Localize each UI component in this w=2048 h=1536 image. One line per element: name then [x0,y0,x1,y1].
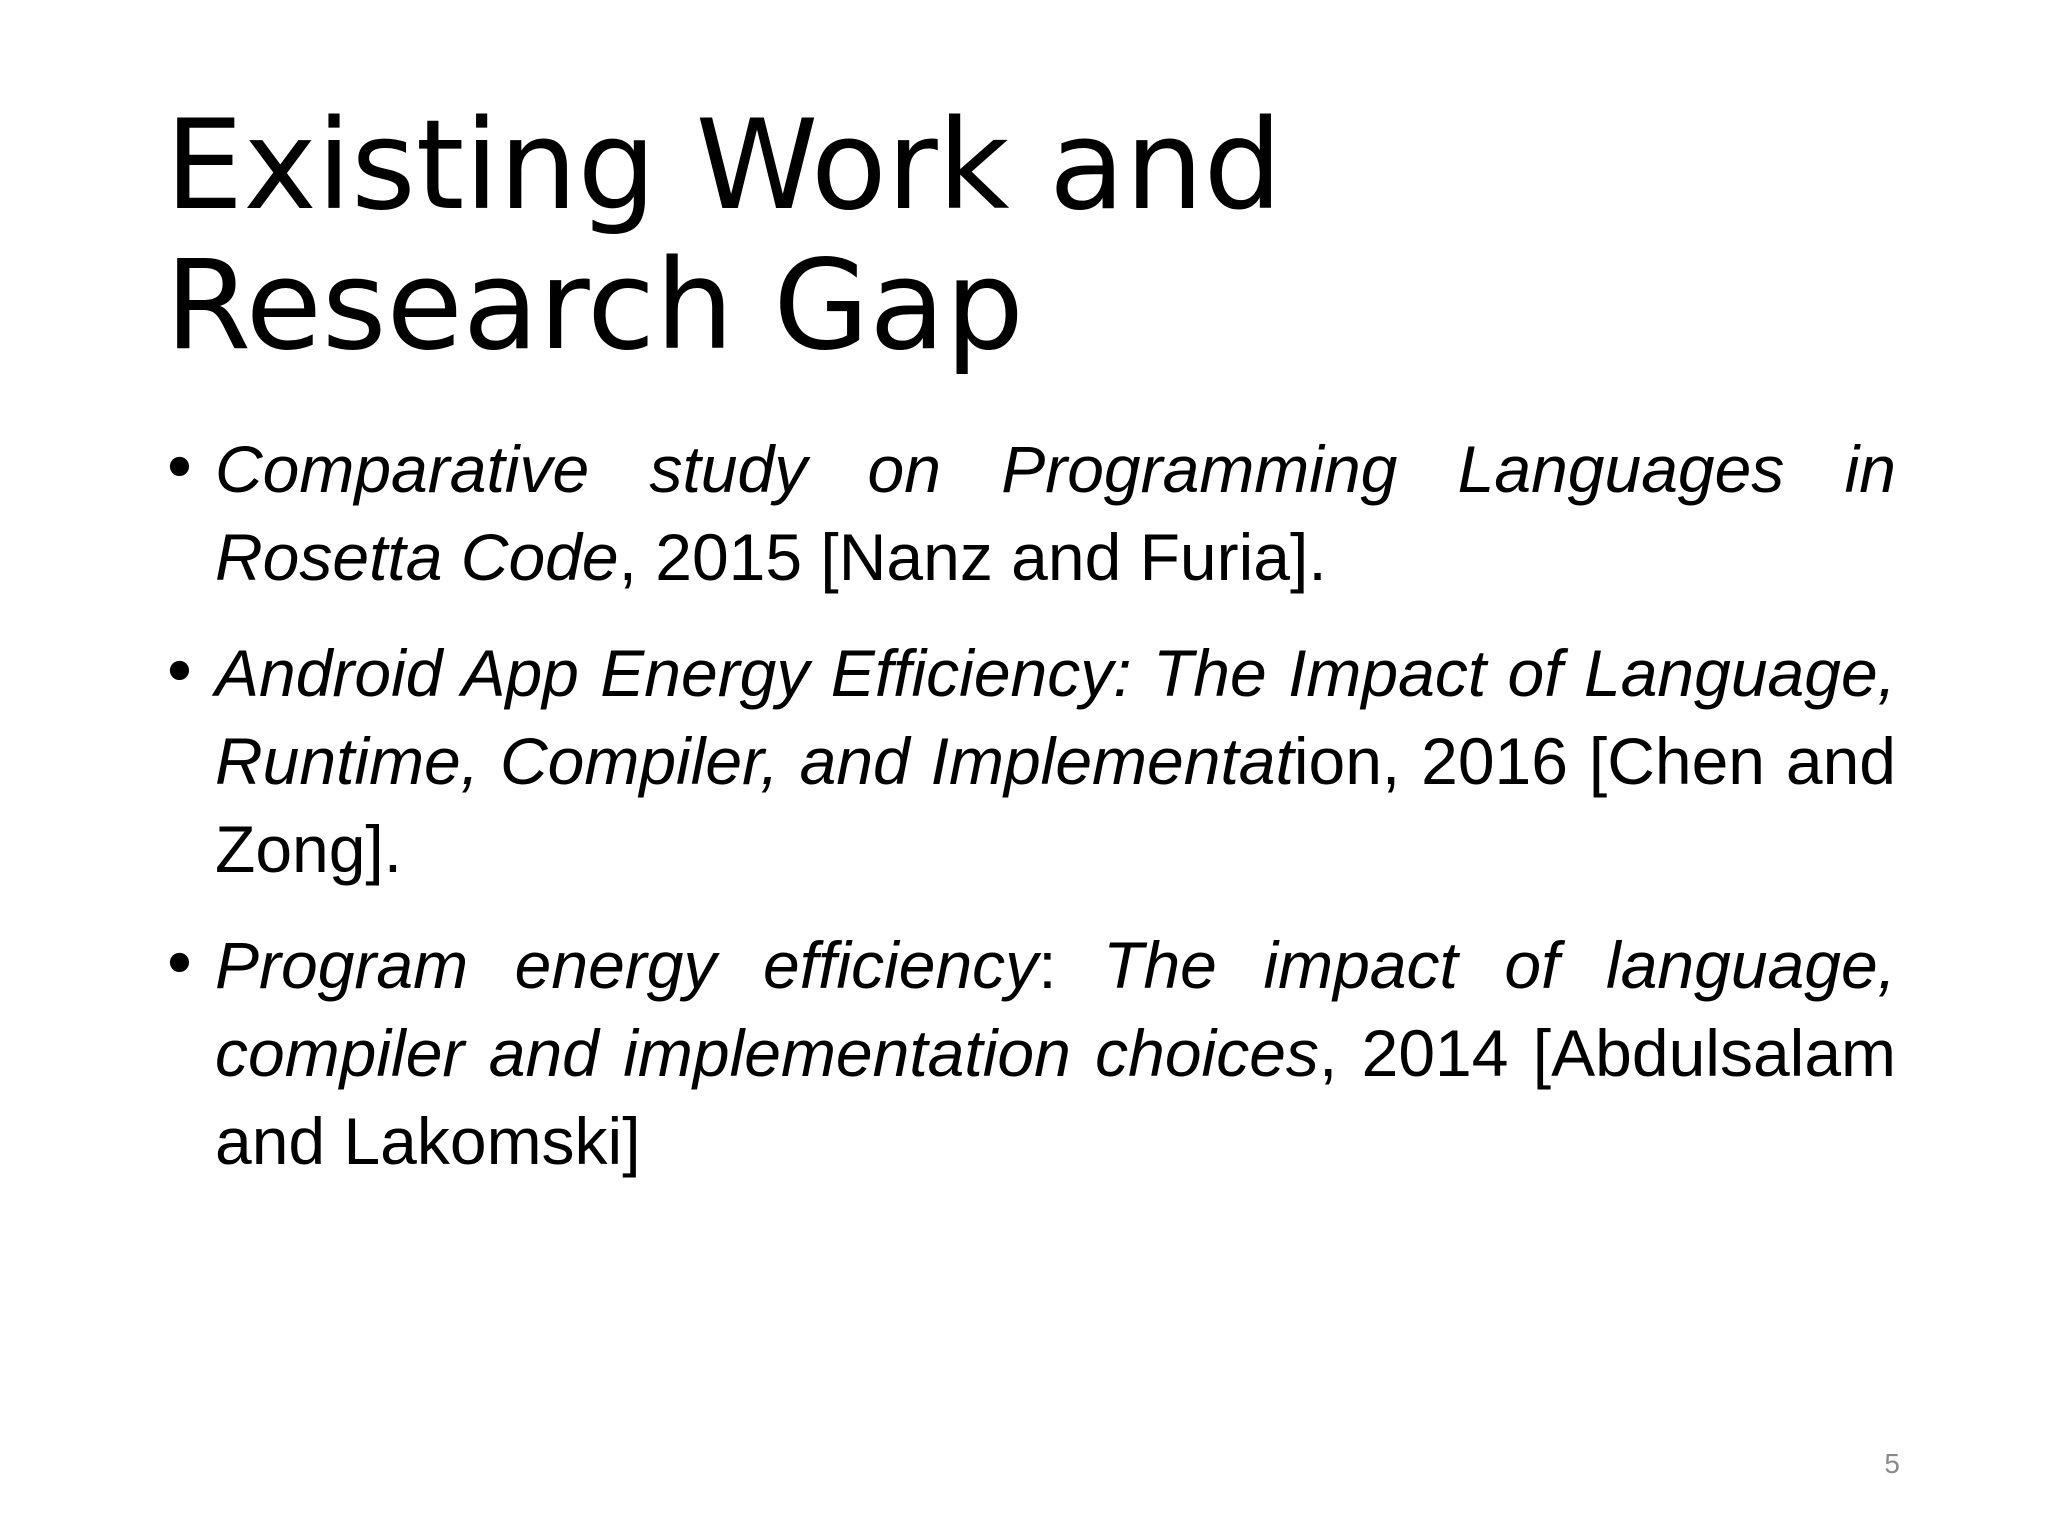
reference-title: Android App Energy Efficiency: The Impact of Language, Runtime, Compiler, and Implementat [215,636,1896,798]
reference-item-chen-zong [160,629,1896,893]
reference-list [160,425,1896,1213]
reference-separator: : [1038,928,1104,1002]
slide-title-line-1: Existing Work and [165,94,1283,238]
bullet-icon: • [160,926,199,1003]
reference-title-part-1: Program energy efficiency [215,928,1039,1002]
slide-title [165,96,1465,376]
reference-details: , 2015 [Nanz and Furia]. [618,520,1327,594]
bullet-icon: • [160,430,199,507]
reference-item-abdulsalam-lakomski [160,921,1896,1185]
reference-title: Comparative study on Programming Languages in Rosetta Code [215,432,1896,594]
reference-text [215,921,1896,1185]
reference-text [215,629,1896,893]
reference-text [215,425,1896,601]
slide-title-line-2: Research Gap [165,234,1024,378]
bullet-icon: • [160,634,199,711]
reference-details: , 2014 [Abdulsalam and Lakomski] [215,1016,1897,1178]
reference-item-nanz-furia [160,425,1896,601]
reference-details: ion, 2016 [Chen and Zong]. [215,724,1896,886]
page-number: 5 [1884,1448,1900,1479]
reference-title-part-2: The impact of language, compiler and implementation choices [215,928,1896,1090]
